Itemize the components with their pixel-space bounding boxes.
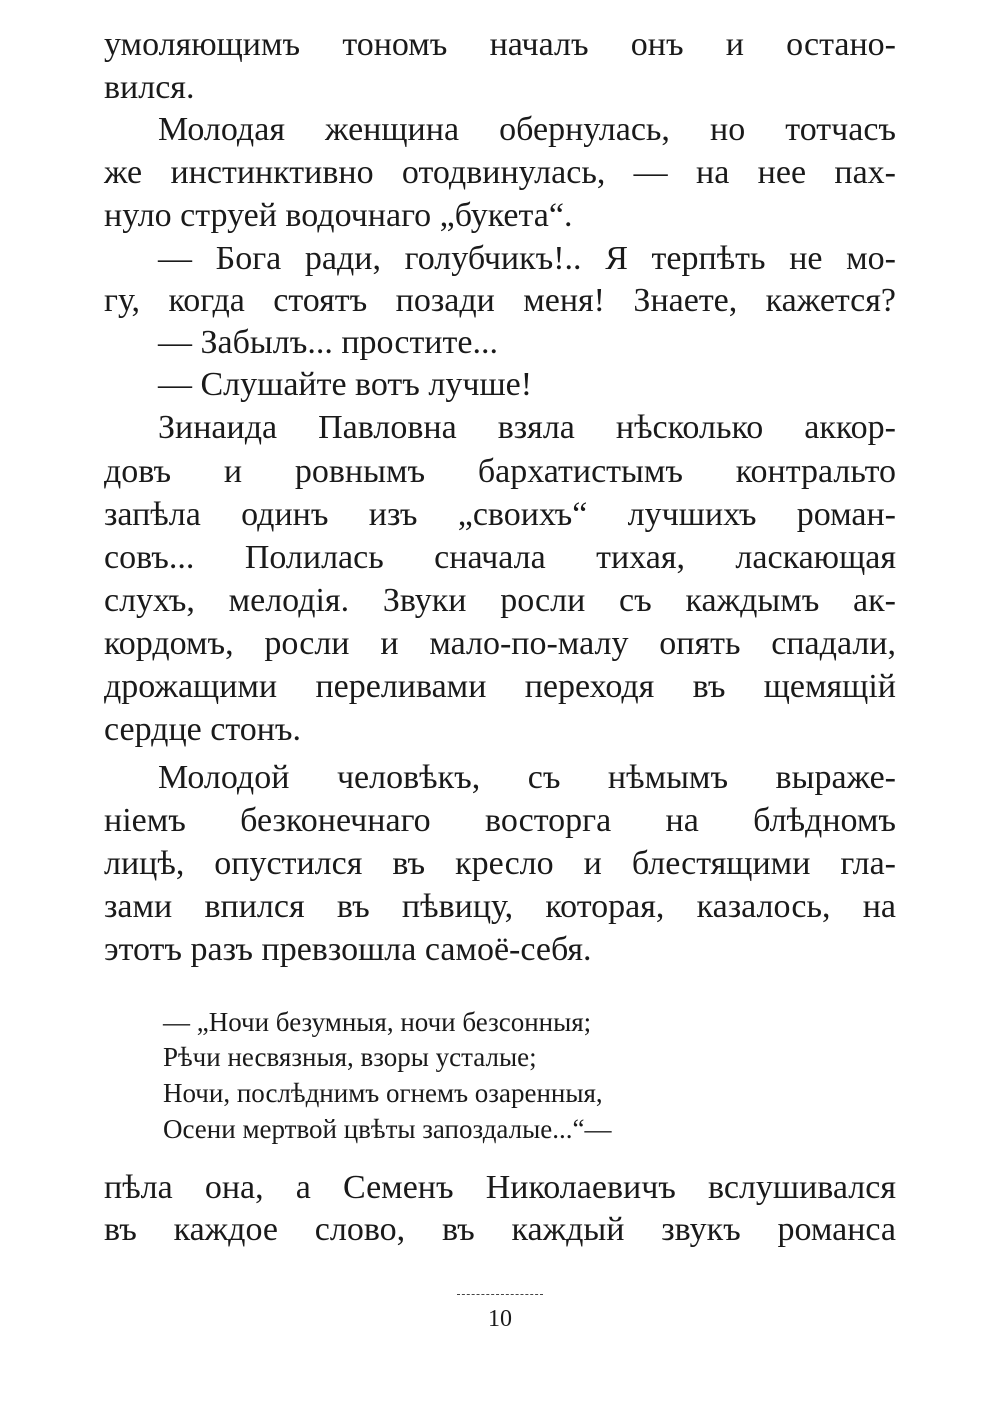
- text-line: — Забылъ... простите...: [158, 324, 498, 361]
- text-line: этотъ разъ превзошла самоё-себя.: [104, 931, 592, 968]
- text-line: совъ... Полилась сначала тихая, ласкающая: [104, 539, 896, 576]
- text-line: лицѣ, опустился въ кресло и блестящими гла-: [104, 845, 896, 882]
- page-number: 10: [488, 1306, 512, 1332]
- text-line: Зинаида Павловна взяла нѣсколько аккор-: [158, 409, 896, 446]
- text-line: вился.: [104, 69, 195, 106]
- text-line: пѣла она, а Семенъ Николаевичъ вслушивался: [104, 1169, 896, 1206]
- text-line: нуло струей водочнаго „букета“.: [104, 197, 573, 234]
- text-line: гу, когда стоятъ позади меня! Знаете, кажется?: [104, 282, 896, 319]
- verse-line: Рѣчи несвязныя, взоры усталые;: [163, 1042, 537, 1072]
- text-line: сердце стонъ.: [104, 711, 302, 748]
- footer-divider: [457, 1294, 543, 1295]
- text-line: — Бога ради, голубчикъ!.. Я терпѣть не мо-: [158, 240, 896, 277]
- text-line: въ каждое слово, въ каждый звукъ романса: [104, 1211, 896, 1248]
- verse-line: Ночи, послѣднимъ огнемъ озаренныя,: [163, 1078, 603, 1108]
- text-line: запѣла одинъ изъ „своихъ“ лучшихъ роман-: [104, 496, 896, 533]
- text-line: дрожащими переливами переходя въ щемящій: [104, 668, 896, 705]
- text-line: же инстинктивно отодвинулась, — на нее пах-: [104, 154, 896, 191]
- text-line: Молодая женщина обернулась, но тотчасъ: [158, 111, 896, 148]
- text-line: кордомъ, росли и мало-по-малу опять спадали,: [104, 625, 896, 662]
- text-line: умоляющимъ тономъ началъ онъ и остано-: [104, 26, 896, 63]
- text-line: Молодой человѣкъ, съ нѣмымъ выраже-: [158, 759, 896, 796]
- verse-line: Осени мертвой цвѣты запоздалые...“—: [163, 1114, 612, 1144]
- text-line: ніемъ безконечнаго восторга на блѣдномъ: [104, 802, 896, 839]
- text-line: слухъ, мелодія. Звуки росли съ каждымъ ак-: [104, 582, 896, 619]
- verse-line: — „Ночи безумныя, ночи безсонныя;: [163, 1007, 592, 1037]
- text-line: зами впился въ пѣвицу, которая, казалось, на: [104, 888, 896, 925]
- text-line: довъ и ровнымъ бархатистымъ контральто: [104, 453, 896, 490]
- text-line: — Слушайте вотъ лучше!: [158, 366, 533, 403]
